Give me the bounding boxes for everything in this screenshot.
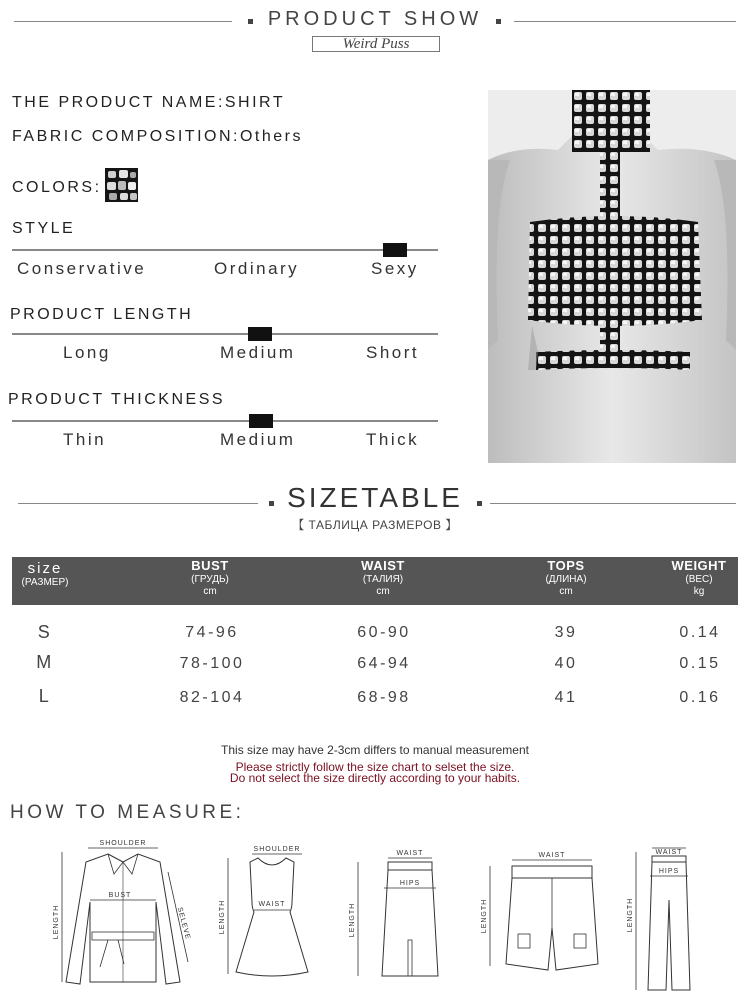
- header-weight: WEIGHT (ВЕС) kg: [671, 558, 727, 597]
- size-warning-1: Please strictly follow the size chart to selset the size.: [235, 760, 515, 774]
- section-title-how-to-measure: HOW TO MEASURE:: [10, 802, 245, 823]
- thickness-scale-track: [12, 420, 438, 422]
- cell-tops: 41: [554, 689, 578, 706]
- cell-bust: 74-96: [185, 624, 239, 641]
- cell-weight: 0.16: [679, 689, 721, 706]
- cell-bust: 78-100: [179, 655, 245, 672]
- header-bust: BUST (ГРУДЬ) cm: [191, 558, 229, 597]
- skirt-measure-diagram: [340, 840, 450, 990]
- length-scale-track: [12, 333, 438, 335]
- dress-measure-diagram: [212, 842, 312, 992]
- shorts-measure-diagram: [478, 846, 608, 976]
- cell-tops: 39: [554, 624, 578, 641]
- jacket-measure-diagram: [48, 832, 198, 997]
- label-hips: HIPS: [399, 880, 421, 887]
- product-photo: [488, 90, 736, 463]
- thickness-option-thin: Thin: [63, 430, 107, 449]
- label-length: LENGTH: [627, 897, 634, 933]
- label-length: LENGTH: [219, 899, 226, 935]
- section-title-product-show: PRODUCT SHOW: [267, 8, 483, 30]
- thickness-title: PRODUCT THICKNESS: [8, 391, 226, 408]
- sizetable-subtitle: 【 ТАБЛИЦА РАЗМЕРОВ 】: [292, 518, 458, 532]
- size-note: This size may have 2-3cm differs to manual measurement: [221, 743, 529, 757]
- label-waist: WAIST: [538, 852, 566, 859]
- color-swatch[interactable]: [105, 168, 138, 202]
- section-title-sizetable: SIZETABLE: [287, 482, 463, 513]
- label-length: LENGTH: [481, 898, 488, 934]
- style-marker: [383, 243, 407, 257]
- label-length: LENGTH: [53, 904, 60, 940]
- label-hips: HIPS: [658, 868, 680, 875]
- size-warning-2: Do not select the size directly according to your habits.: [229, 771, 521, 785]
- size-table-header: [12, 557, 738, 605]
- style-scale-track: [12, 249, 438, 251]
- header-tops: TOPS (ДЛИНА) cm: [545, 558, 587, 597]
- thickness-marker: [249, 414, 273, 428]
- cell-size: S: [37, 622, 53, 642]
- thickness-option-thick: Thick: [366, 430, 420, 449]
- cell-size: L: [38, 686, 52, 706]
- cell-bust: 82-104: [179, 689, 245, 706]
- label-waist: WAIST: [396, 850, 424, 857]
- cell-waist: 60-90: [357, 624, 411, 641]
- label-shoulder: SHOULDER: [99, 840, 147, 847]
- label-shoulder: SHOULDER: [253, 846, 301, 853]
- fabric-composition: FABRIC COMPOSITION:Others: [12, 128, 303, 145]
- cell-weight: 0.14: [679, 624, 721, 641]
- cell-weight: 0.15: [679, 655, 721, 672]
- cell-waist: 68-98: [357, 689, 411, 706]
- label-waist: WAIST: [258, 901, 286, 908]
- pants-measure-diagram: [622, 840, 732, 995]
- cell-size: M: [36, 652, 54, 672]
- style-option-sexy: Sexy: [371, 259, 419, 278]
- label-sleeve: SELEVE: [175, 906, 192, 941]
- length-option-medium: Medium: [220, 343, 296, 362]
- cell-tops: 40: [554, 655, 578, 672]
- header-waist: WAIST (ТАЛИЯ) cm: [361, 558, 405, 597]
- thickness-option-medium: Medium: [220, 430, 296, 449]
- product-name: THE PRODUCT NAME:SHIRT: [12, 94, 286, 111]
- brand-subtitle: Weird Puss: [312, 36, 440, 52]
- length-option-long: Long: [63, 343, 111, 362]
- style-title: STYLE: [12, 220, 76, 237]
- cell-waist: 64-94: [357, 655, 411, 672]
- colors-label: COLORS:: [12, 179, 102, 196]
- length-title: PRODUCT LENGTH: [10, 306, 194, 323]
- label-bust: BUST: [108, 892, 132, 899]
- style-option-conservative: Conservative: [17, 259, 147, 278]
- style-option-ordinary: Ordinary: [214, 259, 300, 278]
- label-waist: WAIST: [655, 849, 683, 856]
- length-option-short: Short: [366, 343, 420, 362]
- length-marker: [248, 327, 272, 341]
- header-size: size (РАЗМЕР): [21, 560, 69, 588]
- label-length: LENGTH: [349, 902, 356, 938]
